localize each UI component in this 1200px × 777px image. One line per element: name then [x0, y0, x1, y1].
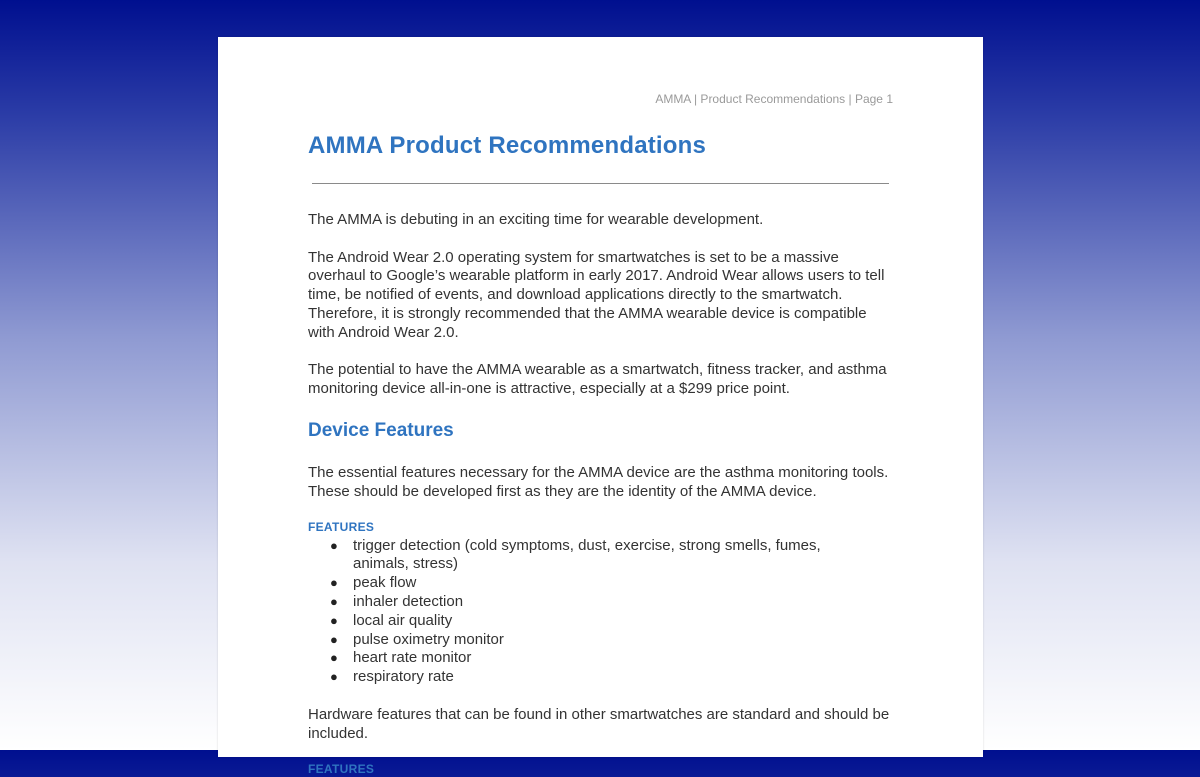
list-item-text: respiratory rate	[353, 668, 454, 686]
bullet-icon: ●	[330, 612, 338, 628]
list-item-text: heart rate monitor	[353, 649, 472, 667]
list-item	[330, 574, 853, 593]
hardware-paragraph: Hardware features that can be found in other smartwatches are standard and should be included.	[308, 705, 890, 742]
list-item-text: pulse oximetry monitor	[353, 630, 504, 648]
list-item-text: peak flow	[353, 574, 417, 592]
features-label: FEATURES	[308, 519, 375, 534]
title-divider	[312, 183, 889, 184]
bullet-icon: ●	[330, 669, 338, 685]
list-item	[330, 611, 853, 631]
bullet-icon: ●	[330, 537, 338, 553]
list-item-text: inhaler detection	[353, 592, 464, 610]
intro-paragraph: The AMMA is debuting in an exciting time for wearable development.	[308, 211, 764, 228]
list-item-text: local air quality	[353, 611, 453, 629]
section-heading-device-features: Device Features	[308, 419, 454, 441]
bullet-icon: ●	[330, 593, 338, 609]
features-intro-paragraph: The essential features necessary for the AMMA device are the asthma monitoring tools. These should be developed first as they are the identity of the AMMA device.	[308, 463, 889, 500]
bullet-icon: ●	[330, 575, 338, 591]
features-label-2: FEATURES	[308, 761, 375, 776]
running-header: AMMA | Product Recommendations | Page 1	[655, 92, 893, 106]
list-item	[330, 592, 853, 612]
list-item-text: trigger detection (cold symptoms, dust, exercise, strong smells, fumes, animals, stress)	[353, 536, 821, 573]
list-item	[330, 536, 853, 575]
features-list	[308, 537, 853, 687]
document-body	[308, 129, 893, 777]
list-item	[330, 668, 853, 687]
list-item	[330, 630, 853, 650]
document-title: AMMA Product Recommendations	[308, 132, 707, 159]
document-page	[218, 37, 983, 776]
bullet-icon: ●	[330, 631, 338, 647]
bullet-icon: ●	[330, 650, 338, 666]
list-item	[330, 649, 853, 668]
potential-paragraph: The potential to have the AMMA wearable as a smartwatch, fitness tracker, and asthma monitoring device all-in-one is attractive, especially at a $299 price point.	[308, 361, 887, 398]
android-wear-paragraph: The Android Wear 2.0 operating system for smartwatches is set to be a massive overhaul to Google’s wearable platform in early 2017. Android Wear allows users to tell time, be notified of events, and download applications directly to the smartwatch. Therefore, it is strongly recommended that the AMMA wearable device is compatible with Android Wear 2.0.	[308, 248, 885, 341]
